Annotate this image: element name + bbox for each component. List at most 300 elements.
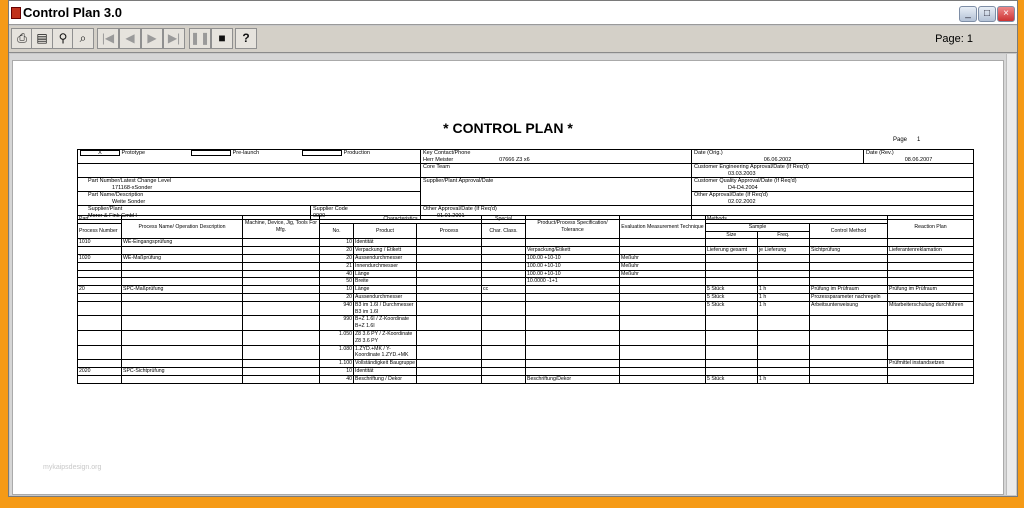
- part-number-label: Part Number/Latest Change Level: [88, 178, 172, 184]
- cell-mach: [243, 375, 320, 383]
- cell-name: [122, 375, 243, 383]
- cell-process: [417, 375, 482, 383]
- cell-no: 20: [320, 254, 354, 262]
- doc-page-value: 1: [917, 137, 921, 143]
- cell-cls: [482, 270, 526, 278]
- cell-no: 20: [320, 247, 354, 255]
- cell-cls: [482, 262, 526, 270]
- cell-react: [888, 239, 974, 247]
- cell-freq: [758, 278, 810, 286]
- cell-name: [122, 247, 243, 255]
- cell-size: 5 Stück: [706, 375, 758, 383]
- customer-quality-label: Customer Quality Approval/Date (If Req'd): [694, 178, 797, 184]
- cell-no: 10: [320, 367, 354, 375]
- supplier-approval-label: Supplier/Plant Approval/Date: [423, 178, 494, 184]
- app-window: [8, 0, 1018, 497]
- cell-process: [417, 247, 482, 255]
- pause-icon[interactable]: ❚❚: [189, 28, 211, 49]
- cell-name: WE-Maßprüfung: [122, 254, 243, 262]
- cell-spec: [526, 301, 620, 316]
- cell-size: [706, 330, 758, 345]
- col-characteristics: Characteristics: [320, 216, 482, 224]
- cell-react: Prüfmittel instandsetzen: [888, 360, 974, 368]
- customer-eng-value: 03.03.2003: [728, 170, 756, 177]
- cell-cls: [482, 247, 526, 255]
- other-approval-1-value: 02.02.2002: [728, 198, 756, 205]
- cell-mach: [243, 316, 320, 331]
- cell-spec: Verpackung/Etikett: [526, 247, 620, 255]
- table-row: [78, 286, 974, 294]
- cell-react: Lieferantenreklamation: [888, 247, 974, 255]
- cell-mach: [243, 360, 320, 368]
- cell-no: 1.100: [320, 360, 354, 368]
- part-number-value: 171168-xSonder: [112, 184, 153, 191]
- cell-mach: [243, 278, 320, 286]
- cell-eval: [620, 278, 706, 286]
- table-row: [78, 301, 974, 316]
- cell-process: [417, 345, 482, 360]
- cell-eval: [620, 293, 706, 301]
- cell-process: [417, 270, 482, 278]
- document-title: * CONTROL PLAN *: [443, 120, 573, 136]
- doc-page-label: Page: [893, 137, 908, 143]
- cell-cls: cc: [482, 286, 526, 294]
- cell-mach: [243, 345, 320, 360]
- col-size: Size: [706, 232, 758, 239]
- cell-freq: [758, 316, 810, 331]
- col-control-method: Control Method: [810, 223, 888, 239]
- cell-ctrl: [810, 239, 888, 247]
- cell-pn: [78, 270, 122, 278]
- cell-eval: [620, 367, 706, 375]
- cell-no: 990: [320, 316, 354, 331]
- table-row: [78, 345, 974, 360]
- cell-cls: [482, 330, 526, 345]
- col-machine: Machine, Device, Jig, Tools For Mfg.: [243, 216, 320, 239]
- col-special: Special: [482, 216, 526, 224]
- cell-product: Identität: [354, 239, 417, 247]
- cell-mach: [243, 247, 320, 255]
- core-team-label: Core Team: [423, 164, 450, 170]
- cell-product: Länge: [354, 286, 417, 294]
- cell-ctrl: Arbeitsunterweisung: [810, 301, 888, 316]
- table-row: [78, 262, 974, 270]
- cell-name: [122, 360, 243, 368]
- cell-pn: 20: [78, 286, 122, 294]
- cell-pn: 1020: [78, 254, 122, 262]
- close-button[interactable]: ×: [997, 6, 1015, 22]
- cell-mach: [243, 367, 320, 375]
- cell-spec: [526, 330, 620, 345]
- watermark: mykaipsdesign.org: [43, 464, 102, 471]
- help-icon[interactable]: ?: [235, 28, 257, 49]
- col-part: Part: [78, 216, 122, 224]
- part-name-value: Weite Sonder: [112, 198, 146, 205]
- cell-cls: [482, 278, 526, 286]
- cell-process: [417, 239, 482, 247]
- table-row: [78, 367, 974, 375]
- cell-eval: [620, 330, 706, 345]
- cell-product: Verpackung / Etikett: [354, 247, 417, 255]
- date-orig-label: Date (Orig.): [694, 150, 723, 156]
- cell-ctrl: [810, 360, 888, 368]
- cell-spec: [526, 367, 620, 375]
- cell-freq: [758, 239, 810, 247]
- date-rev-cell: [864, 150, 974, 164]
- cell-freq: [758, 345, 810, 360]
- app-icon: [11, 7, 21, 19]
- cell-process: [417, 367, 482, 375]
- cell-eval: [620, 375, 706, 383]
- plan-type-row: [78, 150, 421, 164]
- cell-name: [122, 278, 243, 286]
- cell-eval: [620, 301, 706, 316]
- cell-pn: [78, 278, 122, 286]
- cell-process: [417, 262, 482, 270]
- production-label: Production: [343, 150, 370, 156]
- cell-react: Mitarbeiterschulung durchführen: [888, 301, 974, 316]
- window-title: Control Plan 3.0: [23, 5, 122, 20]
- col-product: Product: [354, 223, 417, 239]
- cell-mach: [243, 270, 320, 278]
- cell-product: Z8 3.6 PY / Z-Koordinate Z8 3.6 PY: [354, 330, 417, 345]
- cell-freq: [758, 367, 810, 375]
- cell-spec: 100.00 +10-10: [526, 262, 620, 270]
- cell-mach: [243, 262, 320, 270]
- supplier-approval-cell: [421, 178, 692, 206]
- col-sample-label: Sample: [706, 224, 809, 232]
- cell-process: [417, 316, 482, 331]
- report-viewport[interactable]: [10, 54, 1016, 495]
- cell-pn: 2020: [78, 367, 122, 375]
- cell-pn: [78, 345, 122, 360]
- cell-mach: [243, 330, 320, 345]
- part-name-label: Part Name/Description: [88, 192, 144, 198]
- page-value: 1: [966, 33, 973, 45]
- cell-no: 50: [320, 278, 354, 286]
- cell-pn: [78, 262, 122, 270]
- cell-pn: 1010: [78, 239, 122, 247]
- customer-quality-cell: [692, 178, 974, 192]
- cell-spec: Beschriftung/Dekor: [526, 375, 620, 383]
- cell-ctrl: [810, 262, 888, 270]
- date-rev-value: 08.06.2007: [904, 156, 933, 163]
- cell-size: 5 Stück: [706, 293, 758, 301]
- cell-freq: [758, 270, 810, 278]
- cell-mach: [243, 254, 320, 262]
- cell-freq: 1 h: [758, 375, 810, 383]
- part-name-cell: [78, 192, 421, 206]
- col-freq: Freq.: [777, 231, 790, 238]
- stop-icon[interactable]: ■: [211, 28, 233, 49]
- cell-mach: [243, 239, 320, 247]
- cell-name: [122, 270, 243, 278]
- cell-cls: [482, 293, 526, 301]
- cell-cls: [482, 345, 526, 360]
- cell-no: 21: [320, 262, 354, 270]
- cell-spec: [526, 316, 620, 331]
- cell-ctrl: Prüfung im Prüfraum: [810, 286, 888, 294]
- first-page-icon[interactable]: |◀: [97, 28, 119, 49]
- cell-size: [706, 254, 758, 262]
- cell-ctrl: [810, 330, 888, 345]
- cell-process: [417, 293, 482, 301]
- cell-process: [417, 330, 482, 345]
- supplier-code-value: 0000: [313, 212, 326, 219]
- cell-ctrl: [810, 375, 888, 383]
- cell-freq: 1 h: [758, 293, 810, 301]
- cell-freq: 1 h: [758, 286, 810, 294]
- col-process-name: Process Name/ Operation Description: [122, 216, 243, 239]
- cell-size: Lieferung gesamt: [706, 247, 758, 255]
- col-process: Process: [417, 223, 482, 239]
- cell-cls: [482, 316, 526, 331]
- date-rev-label: Date (Rev.): [866, 150, 894, 156]
- cell-ctrl: [810, 316, 888, 331]
- other-approval-1-label: Other Approval/Date (If Req'd): [694, 192, 768, 198]
- cell-pn: [78, 316, 122, 331]
- table-row: [78, 316, 974, 331]
- cell-no: 940: [320, 301, 354, 316]
- cell-react: [888, 262, 974, 270]
- cell-eval: Meßuhr: [620, 254, 706, 262]
- cell-no: 40: [320, 375, 354, 383]
- control-plan-table: [77, 212, 974, 384]
- cell-name: [122, 301, 243, 316]
- cell-product: Identität: [354, 367, 417, 375]
- date-orig-cell: [692, 150, 864, 164]
- cell-no: 10: [320, 286, 354, 294]
- cell-cls: [482, 367, 526, 375]
- col-methods: Methods: [706, 216, 888, 224]
- vertical-scrollbar[interactable]: [1006, 54, 1016, 495]
- cell-mach: [243, 286, 320, 294]
- cell-product: B3 im 1.6I / Durchmesser B3 im 1.6I: [354, 301, 417, 316]
- cell-name: [122, 262, 243, 270]
- cell-react: [888, 316, 974, 331]
- cell-react: Prüfung im Prüfraum: [888, 286, 974, 294]
- supplier-label: Supplier/Plant: [88, 206, 123, 212]
- cell-spec: [526, 345, 620, 360]
- cell-spec: 100.00 +10-10: [526, 270, 620, 278]
- cell-eval: [620, 316, 706, 331]
- cell-react: [888, 345, 974, 360]
- cell-eval: [620, 247, 706, 255]
- table-row: [78, 270, 974, 278]
- cell-no: 40: [320, 270, 354, 278]
- table-row: [78, 254, 974, 262]
- cell-react: [888, 278, 974, 286]
- col-no: No.: [320, 223, 354, 239]
- prelaunch-label: Pre-launch: [232, 150, 260, 156]
- cell-ctrl: [810, 270, 888, 278]
- cell-product: Länge: [354, 270, 417, 278]
- minimize-button[interactable]: _: [959, 6, 977, 22]
- page-label: Page:: [935, 33, 964, 45]
- cell-spec: [526, 286, 620, 294]
- cell-freq: [758, 330, 810, 345]
- cell-process: [417, 286, 482, 294]
- cell-eval: [620, 360, 706, 368]
- cell-freq: [758, 262, 810, 270]
- printer-icon[interactable]: ⎙: [11, 28, 33, 49]
- table-row: [78, 360, 974, 368]
- zoom-icon[interactable]: ⌕: [72, 28, 94, 49]
- cell-freq: 1 h: [758, 301, 810, 316]
- cell-eval: [620, 239, 706, 247]
- cell-ctrl: [810, 278, 888, 286]
- cell-process: [417, 360, 482, 368]
- cell-process: [417, 254, 482, 262]
- table-row: [78, 247, 974, 255]
- part-number-cell: [78, 178, 421, 192]
- cell-cls: [482, 301, 526, 316]
- prototype-label: Prototype: [121, 150, 146, 156]
- cell-pn: [78, 301, 122, 316]
- next-page-icon[interactable]: ▶: [141, 28, 163, 49]
- cell-process: [417, 278, 482, 286]
- cell-mach: [243, 293, 320, 301]
- key-contact-label: Key Contact/Phone: [423, 150, 471, 156]
- cell-no: 20: [320, 293, 354, 301]
- cell-freq: je Lieferung: [758, 247, 810, 255]
- document-icon[interactable]: ▤: [31, 28, 53, 49]
- customer-eng-label: Customer Engineering Approval/Date (If Req'd): [694, 164, 809, 170]
- cell-size: [706, 360, 758, 368]
- cell-ctrl: Prozessparameter nachregeln: [810, 293, 888, 301]
- last-page-icon[interactable]: ▶|: [163, 28, 185, 49]
- key-contact-value: Herr Meister: [423, 156, 454, 163]
- cell-name: [122, 293, 243, 301]
- cp-number-cell: [78, 164, 421, 178]
- production-checkbox[interactable]: [302, 150, 342, 156]
- cell-product: Aussendurchmesser: [354, 254, 417, 262]
- cell-spec: [526, 293, 620, 301]
- cell-react: [888, 375, 974, 383]
- cell-eval: Meßuhr: [620, 262, 706, 270]
- cell-cls: [482, 254, 526, 262]
- cell-ctrl: Sichtprüfung: [810, 247, 888, 255]
- phone-value: 07666 Z3 x6: [499, 156, 530, 163]
- cell-name: SPC-Maßprüfung: [122, 286, 243, 294]
- header-block: [77, 149, 974, 220]
- col-reaction-plan: Reaction Plan: [888, 216, 974, 239]
- cell-freq: [758, 254, 810, 262]
- cell-size: 5 Stück: [706, 286, 758, 294]
- supplier-code-label: Supplier Code: [313, 206, 348, 212]
- customer-quality-value: D4-D4.2004: [728, 184, 758, 191]
- cell-product: Breite: [354, 278, 417, 286]
- cell-product: Vollständigkeit Baugruppe: [355, 360, 415, 367]
- cell-no: 1.080: [320, 345, 354, 360]
- search-icon[interactable]: ⚲: [52, 28, 74, 49]
- col-process-number: Process Number: [78, 223, 122, 239]
- cell-pn: [78, 293, 122, 301]
- prototype-checkbox[interactable]: X: [80, 150, 120, 156]
- toolbar: [9, 26, 1017, 53]
- table-row: [78, 330, 974, 345]
- cell-pn: [78, 375, 122, 383]
- col-spec: Product/Process Specification/ Tolerance: [526, 216, 620, 239]
- title-bar: [9, 1, 1017, 25]
- cell-react: [888, 330, 974, 345]
- cell-product: Beschriftung / Dekor: [354, 375, 417, 383]
- customer-eng-cell: [692, 164, 974, 178]
- document-page-number: [893, 137, 920, 143]
- cell-freq: [758, 360, 810, 368]
- cell-spec: [526, 360, 620, 368]
- cell-cls: [482, 375, 526, 383]
- cell-ctrl: [810, 367, 888, 375]
- cell-process: [417, 301, 482, 316]
- cell-size: [706, 367, 758, 375]
- cell-name: [122, 316, 243, 331]
- other-approval-1-cell: [692, 192, 974, 206]
- cell-eval: Meßuhr: [620, 270, 706, 278]
- cell-size: [706, 316, 758, 331]
- cell-spec: 10.0000 -1+1: [526, 278, 620, 286]
- key-contact-cell: [421, 150, 692, 164]
- cell-eval: [620, 345, 706, 360]
- cell-product: Aussendurchmesser: [354, 293, 417, 301]
- cell-react: [888, 293, 974, 301]
- cell-product: 1.ZYD.+MK / Y-Koordinate 1.ZYD.+MK: [354, 345, 417, 360]
- supplier-value: Morer & Fink GmbH: [88, 212, 137, 219]
- date-orig-value: 06.06.2002: [763, 156, 792, 163]
- cell-product: Innendurchmesser: [354, 262, 417, 270]
- cell-pn: [78, 360, 122, 368]
- cell-spec: 100.00 +10-10: [526, 254, 620, 262]
- cell-no: 1.050: [320, 330, 354, 345]
- table-row: [78, 278, 974, 286]
- cell-size: 5 Stück: [706, 301, 758, 316]
- cell-size: [706, 270, 758, 278]
- col-sample: [706, 223, 810, 239]
- cell-size: [706, 239, 758, 247]
- table-row: [78, 239, 974, 247]
- cell-eval: [620, 286, 706, 294]
- cell-product: B+Z 1.6I / Z-Koordinate B+Z 1.6I: [354, 316, 417, 331]
- table-row: [78, 293, 974, 301]
- table-row: [78, 375, 974, 383]
- cell-mach: [243, 301, 320, 316]
- cell-react: [888, 254, 974, 262]
- cell-no: 10: [320, 239, 354, 247]
- col-evaluation: Evaluation Measurement Technique: [620, 216, 706, 239]
- cell-ctrl: [810, 345, 888, 360]
- prelaunch-checkbox[interactable]: [191, 150, 231, 156]
- cell-name: [122, 330, 243, 345]
- col-char-class: Char. Class.: [482, 223, 526, 239]
- cell-size: [706, 278, 758, 286]
- prev-page-icon[interactable]: ◀: [119, 28, 141, 49]
- cell-ctrl: [810, 254, 888, 262]
- report-page: [12, 60, 1004, 495]
- maximize-button[interactable]: □: [978, 6, 996, 22]
- cell-react: [888, 270, 974, 278]
- cell-react: [888, 367, 974, 375]
- core-team-cell: [421, 164, 692, 178]
- cell-spec: [526, 239, 620, 247]
- cell-cls: [482, 239, 526, 247]
- other-approval-2-label: Other Approval/Date (If Req'd): [423, 206, 497, 212]
- page-indicator: [935, 33, 973, 45]
- other-approval-2-value: 01.01.2001: [437, 212, 465, 219]
- cell-name: [122, 345, 243, 360]
- cell-name: SPC-Sichtprüfung: [122, 367, 243, 375]
- cell-name: WE-Eingangsprüfung: [122, 239, 243, 247]
- cell-pn: [78, 247, 122, 255]
